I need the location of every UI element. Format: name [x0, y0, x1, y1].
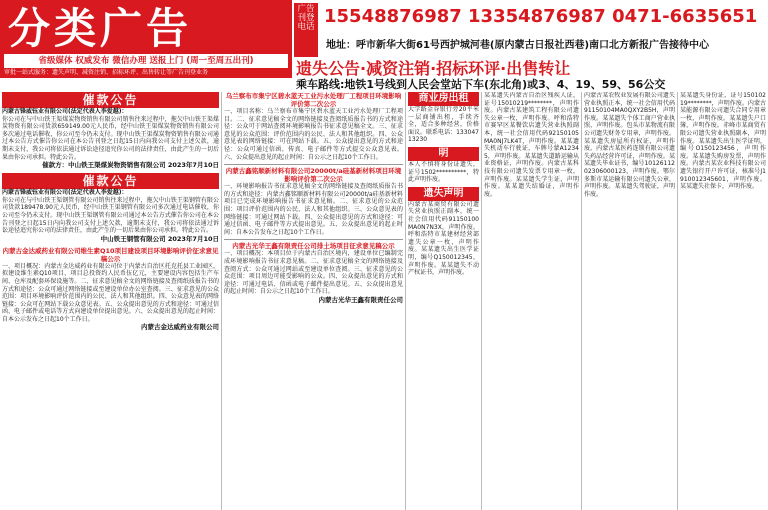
brand-block — [0, 0, 292, 78]
rent-heading: 商业房出租 — [408, 92, 479, 106]
office-address: 地址：呼市新华大街61号西护城河巷(原内蒙古日报社西巷)南口北方新报广告接待中心 — [326, 40, 710, 51]
notice-heading: 催款公告 — [2, 173, 219, 189]
notice-signature: 中山铁王钢管有限公司 2023年7月10日 — [100, 234, 219, 243]
notice-heading: 催款公告 — [2, 92, 219, 108]
brand-subline: 审批一站式服务：遗失声明、减资注销、招标环评、出售转让等广告刊登业务 — [4, 69, 209, 76]
loss-statement-body: 内蒙古某商贸有限公司遗失营业执照正副本，统一社会信用代码91150100MA0N7N3X，声明作废。呼和浩特市某建材经营部遗失公章一枚，声明作废。某某遗失出生医学证明，编号Q150012345，声明作废。某某遗失不动产权证书，声明作废。 — [408, 200, 479, 277]
divider — [224, 164, 403, 165]
eia-notice-3 — [224, 242, 403, 305]
brand-slogan: 省级媒体 权威发布 微信办理 送报上门 (周一至周五出刊) — [4, 54, 288, 68]
notice-signature: 内蒙古金达威药业有限公司 — [141, 323, 219, 332]
notice-signature: 内蒙古光华王鑫有限责任公司 — [318, 295, 403, 304]
column-3 — [406, 92, 482, 510]
eia-notice-2 — [224, 167, 403, 236]
notice-body: 一、环境影响报告书征求意见稿全文的网络链接及查阅纸质报告书的方式和途径：内蒙古鑫铭顺新材料有限公司20000t/a硅基新材料项目已完成环境影响报告书征求意见稿。二、征求意见的公众范围：项目评价范围内的公民、法人和其他组织。三、公众意见表的网络链接：可通过网站下载。四、公众提出意见的方式和途径：可通过信函、电子邮件等方式提出意见。五、公众提出意见的起止时间：自本公告发布之日起10个工作日。 — [224, 183, 403, 236]
notice-body: 你公司在与中山铁王渠煤炭物资销售有限公司销售往来过程中，拖欠中山铁王渠煤炭物资有限公司货款659149.00元人民币，经中山铁王渠煤炭物资销售有限公司多次通过电话催收，你公司至今仍未支付。现中山铁王渠煤炭物资销售有限公司通过本公告方式催告你公司在本公告刊登之日起15日内向我公司支付上述欠款，逾期未支付，我公司将依法通过诉讼途径追究你公司的法律责任，由此产生的一切后果由你公司承担。特此公告。 — [2, 115, 219, 161]
eia-notice — [2, 247, 219, 333]
collection-notice-1 — [2, 92, 219, 170]
notice-body: 一、项目概况：本项目位于内蒙古自治区境内，建设单位已编制完成环境影响报告书征求意见稿。二、征求意见稿全文的网络链接及查阅方式：公众可通过网站或至建设单位查阅。三、征求意见的公众范围：项目周边可能受影响的公众。四、公众提出意见的方式和途径：可通过电话、信函或电子邮件提出意见。五、公众提出意见的起止时间：自公示之日起10个工作日。 — [224, 250, 403, 296]
rent-body: 大学路金谷银行旁20平米一层商铺出租，手续齐全，适合多种经营，价格面议。联系电话：13304713230 — [408, 106, 479, 144]
hotline-label: 广告刊登电话 — [294, 3, 318, 57]
masthead — [0, 0, 768, 91]
column-2 — [222, 92, 406, 510]
notice-signature: 催款方：中山铁王渠煤炭物资销售有限公司 2023年7月10日 — [42, 161, 219, 170]
phone-numbers: 15548876987 13354876987 0471-6635651 — [324, 6, 758, 27]
eia-notice-1 — [224, 92, 403, 161]
notice-addressee: 内蒙古锋威钰业有限公司(法定代表人李爱越)： — [2, 189, 128, 197]
loss-notices-list: 某某遗失身份证，证号15010219********，声明作废。内蒙古某能源有限公司遗失合同专用章一枚，声明作废。某某遗失户口簿，声明作废。赤峰市某商贸有限公司遗失营业执照副本，声明作废。某某遗失出生医学证明，编号O150123456，声明作废。某某遗失购房发票，声明作废。内蒙古某农业科技有限公司遗失银行开户许可证，核准号J1910012345601，声明作废。某某遗失社保卡，声明作废。 — [680, 92, 766, 191]
ad-columns — [0, 92, 768, 510]
loss-notices-list: 某某遗失内蒙古自治区残疾人证，证号15010219********，声明作废。内蒙古某建筑工程有限公司遗失公章一枚，声明作废。呼和浩特市赛罕区某餐饮店遗失营业执照副本，统一社会信用代码92150105MA0NJ7LK4T，声明作废。某某遗失机动车行驶证，车牌号蒙A12345，声明作废。某某遗失道路运输从业资格证，声明作废。内蒙古某科技有限公司遗失发票专用章一枚，声明作废。某某遗失学生证，声明作废。某某遗失结婚证，声明作废。 — [484, 92, 579, 198]
column-1 — [0, 92, 222, 510]
notice-title: 乌兰察布市集宁区碧水蓝天工业污水处理厂工程项目环境影响评价第二次公示 — [225, 92, 402, 108]
notice-title: 内蒙古光华王鑫有限责任公司排土场项目征求意见稿公示 — [232, 242, 395, 251]
notice-body: 一、项目概况：内蒙古金达威药业有限公司位于内蒙古自治区托克托县工业园区，拟建设维生素Q10项目，项目总投资约人民币伍亿元，主要建设内容包括生产车间、仓库及配套环保设施等。二、征求意见稿全文的网络链接及查阅纸质报告书的方式和途径：公众可通过网络链接或至建设单位办公室查阅。三、征求意见的公众范围：项目环境影响评价范围内的公民、法人和其他组织。四、公众意见表的网络链接：公众可在网站下载公众意见表。五、公众提出意见的方式和途径：可通过信函、电子邮件或电话等方式向建设单位提出意见。六、公众提出意见的起止时间：自本公示发布之日起10个工作日。 — [2, 262, 219, 323]
notice-title: 内蒙古金达威药业有限公司维生素Q10项目建设项目环境影响评价征求意见稿公示 — [2, 246, 219, 263]
column-5 — [582, 92, 678, 510]
page-title: 分类广告 — [8, 4, 193, 53]
loss-statement-heading: 遗失声明 — [408, 187, 479, 201]
bus-route: 乘车路线:地铁1号线到人民会堂站下车(东北角)或3、4、19、59、56公交 — [296, 78, 666, 91]
notice-body: 你公司在与中山铁王渠钢管有限公司销售往来过程中，拖欠中山铁王渠钢管有限公司货款189478.90元人民币，经中山铁王渠钢管有限公司多次通过电话催收，你公司至今仍未支付。现中山铁王渠钢管有限公司通过本公告方式催告你公司在本公告刊登之日起15日内向我公司支付上述欠款，逾期未支付，我公司将依法通过诉讼途径追究你公司的法律责任，由此产生的一切后果由你公司承担。特此公告。 — [2, 196, 219, 235]
column-6 — [678, 92, 768, 510]
service-list: 遗失公告·减资注销·招标环评·出售转让 — [296, 59, 571, 78]
column-4 — [482, 92, 582, 510]
statement-heading: 明 — [408, 147, 479, 161]
notice-addressee: 内蒙古锋威钰业有限公司(法定代表人李爱越)： — [2, 108, 128, 115]
collection-notice-2 — [2, 173, 219, 244]
statement-body: 本人不慎将身份证遗失，证号1502**********，特此声明作废。 — [408, 160, 479, 184]
notice-body: 一、项目名称：乌兰察布市集宁区碧水蓝天工业污水处理厂工程项目。二、征求意见稿全文的网络链接及查阅纸质报告书的方式和途径：公众可于网站查阅环境影响报告书征求意见稿全文。三、征求意见的公众范围：评价范围内的公民、法人和其他组织。四、公众意见表的网络链接：可在网站下载。五、公众提出意见的方式和途径：公众可通过信函、传真、电子邮件等方式提交公众意见表。六、公众提出意见的起止时间：自公示之日起10个工作日。 — [224, 108, 403, 161]
loss-notices-list: 内蒙古某农牧业发展有限公司遗失营业执照正本，统一社会信用代码91150104MA0QXY2B5H，声明作废。某某遗失个体工商户营业执照，声明作废。包头市某物流有限公司遗失财务专用章，声明作废。某某遗失房屋所有权证，声明作废。内蒙古某医药连锁有限公司遗失药品经营许可证，声明作废。某某遗失毕业证书，编号1012611202306000123，声明作废。鄂尔多斯市某运输有限公司遗失公章，声明作废。某某遗失驾驶证，声明作废。 — [584, 92, 675, 198]
divider — [224, 239, 403, 240]
notice-title: 内蒙古鑫铭顺新材料有限公司20000t/a硅基新材料项目环境影响评价第二次公示 — [225, 167, 402, 184]
